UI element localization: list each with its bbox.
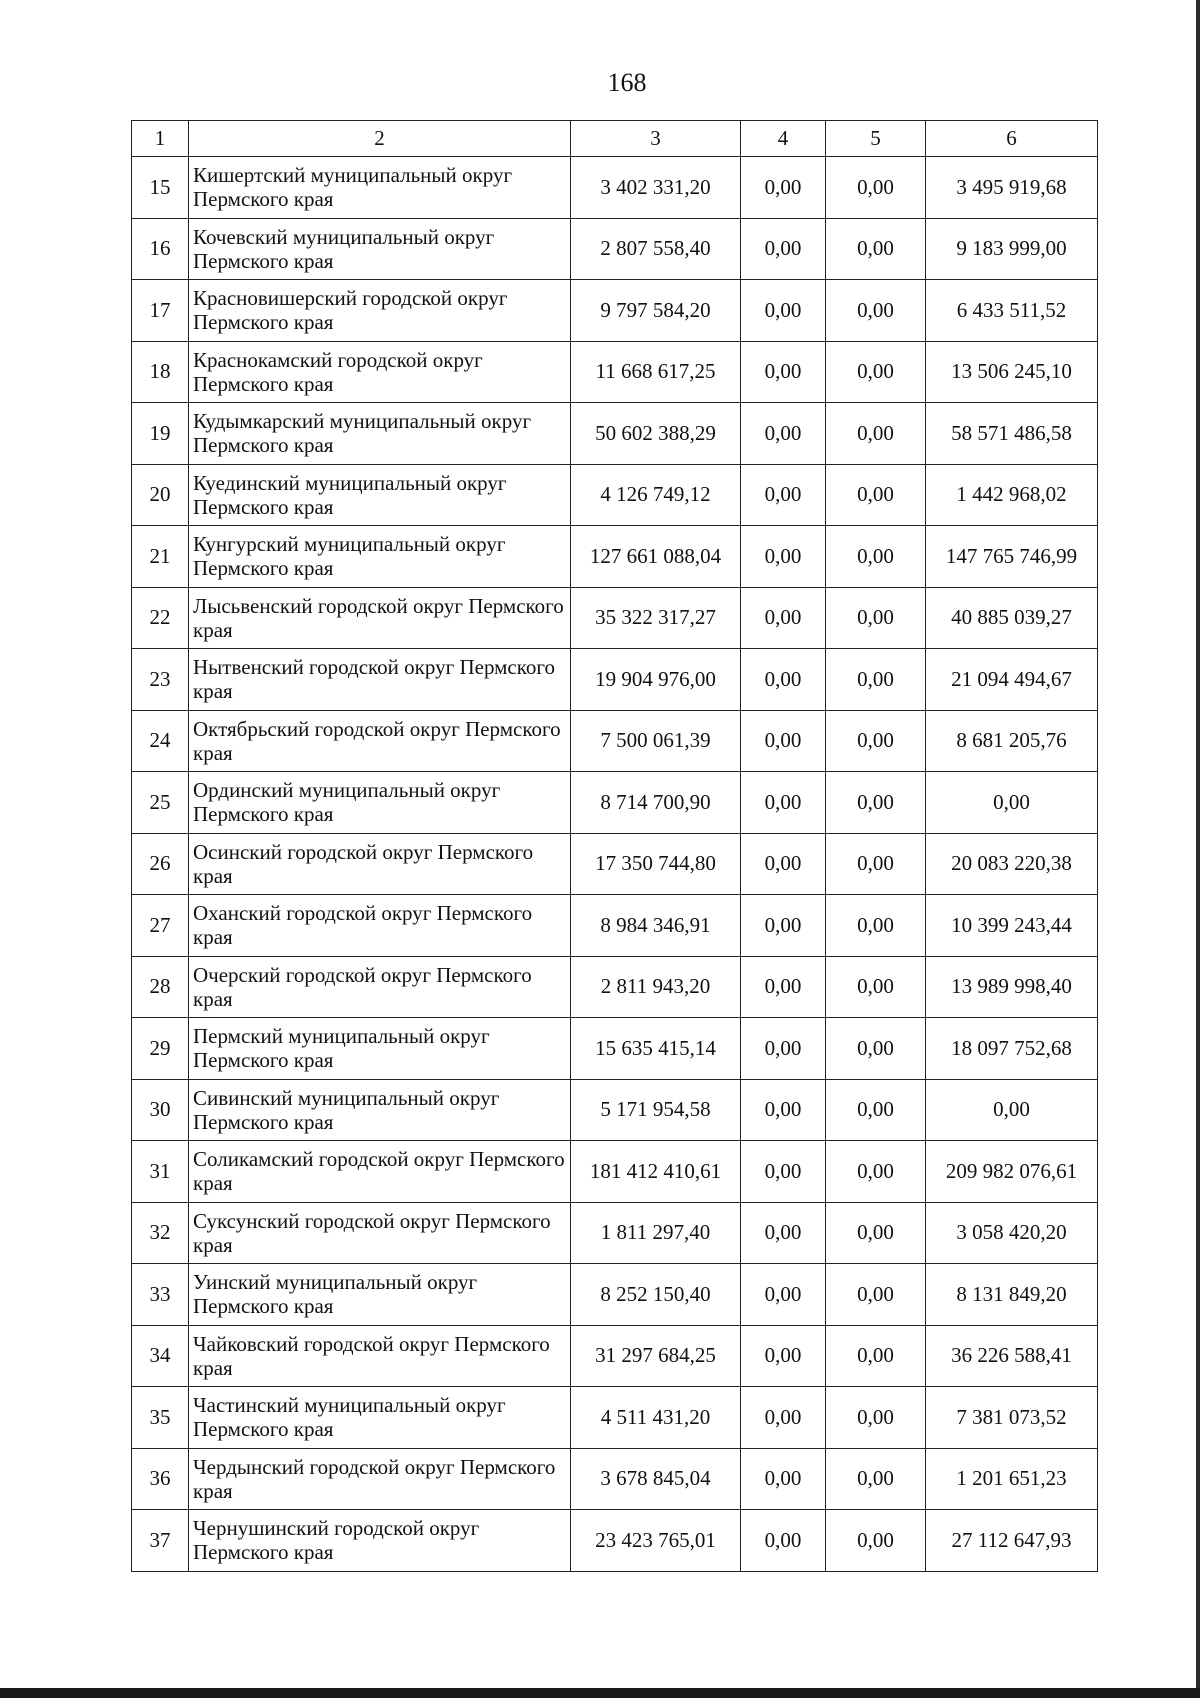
column-4-value-cell: 0,00 <box>741 895 826 957</box>
column-6-value-cell: 8 131 849,20 <box>926 1264 1098 1326</box>
column-6-value-cell: 18 097 752,68 <box>926 1018 1098 1080</box>
table-row <box>132 1264 1098 1326</box>
column-4-value-cell: 0,00 <box>741 1018 826 1080</box>
column-header-4: 4 <box>741 121 826 157</box>
row-number-cell: 36 <box>132 1448 189 1510</box>
column-6-value-cell: 6 433 511,52 <box>926 280 1098 342</box>
column-5-value-cell: 0,00 <box>826 895 926 957</box>
column-5-value-cell: 0,00 <box>826 649 926 711</box>
table-row <box>132 956 1098 1018</box>
row-number-cell: 15 <box>132 157 189 219</box>
row-number-cell: 22 <box>132 587 189 649</box>
table-row <box>132 1510 1098 1572</box>
column-3-value-cell: 3 678 845,04 <box>571 1448 741 1510</box>
column-6-value-cell: 3 058 420,20 <box>926 1202 1098 1264</box>
scan-edge-right <box>1196 0 1200 1698</box>
municipality-name-cell: Нытвенский городской округ Пермского края <box>189 649 571 711</box>
column-4-value-cell: 0,00 <box>741 1510 826 1572</box>
column-4-value-cell: 0,00 <box>741 280 826 342</box>
column-4-value-cell: 0,00 <box>741 1264 826 1326</box>
column-3-value-cell: 8 714 700,90 <box>571 772 741 834</box>
table-row <box>132 895 1098 957</box>
column-6-value-cell: 3 495 919,68 <box>926 157 1098 219</box>
table-row <box>132 341 1098 403</box>
column-3-value-cell: 7 500 061,39 <box>571 710 741 772</box>
municipality-name-cell: Очерский городской округ Пермского края <box>189 956 571 1018</box>
column-4-value-cell: 0,00 <box>741 218 826 280</box>
column-6-value-cell: 10 399 243,44 <box>926 895 1098 957</box>
municipality-name-cell: Уинский муниципальный округ Пермского края <box>189 1264 571 1326</box>
column-5-value-cell: 0,00 <box>826 956 926 1018</box>
column-5-value-cell: 0,00 <box>826 1448 926 1510</box>
row-number-cell: 30 <box>132 1079 189 1141</box>
column-4-value-cell: 0,00 <box>741 1202 826 1264</box>
table-row <box>132 464 1098 526</box>
column-3-value-cell: 35 322 317,27 <box>571 587 741 649</box>
column-4-value-cell: 0,00 <box>741 1387 826 1449</box>
column-3-value-cell: 9 797 584,20 <box>571 280 741 342</box>
column-6-value-cell: 147 765 746,99 <box>926 526 1098 588</box>
column-5-value-cell: 0,00 <box>826 280 926 342</box>
municipality-name-cell: Красновишерский городской округ Пермского края <box>189 280 571 342</box>
municipality-name-cell: Сивинский муниципальный округ Пермского края <box>189 1079 571 1141</box>
municipality-name-cell: Соликамский городской округ Пермского края <box>189 1141 571 1203</box>
row-number-cell: 28 <box>132 956 189 1018</box>
column-5-value-cell: 0,00 <box>826 526 926 588</box>
table-row <box>132 710 1098 772</box>
column-4-value-cell: 0,00 <box>741 1448 826 1510</box>
column-3-value-cell: 8 252 150,40 <box>571 1264 741 1326</box>
column-header-6: 6 <box>926 121 1098 157</box>
column-3-value-cell: 17 350 744,80 <box>571 833 741 895</box>
column-4-value-cell: 0,00 <box>741 1141 826 1203</box>
budget-table <box>131 120 1098 1572</box>
table-row <box>132 218 1098 280</box>
column-5-value-cell: 0,00 <box>826 1387 926 1449</box>
column-3-value-cell: 31 297 684,25 <box>571 1325 741 1387</box>
municipality-name-cell: Суксунский городской округ Пермского края <box>189 1202 571 1264</box>
column-6-value-cell: 20 083 220,38 <box>926 833 1098 895</box>
municipality-name-cell: Лысьвенский городской округ Пермского края <box>189 587 571 649</box>
column-6-value-cell: 13 989 998,40 <box>926 956 1098 1018</box>
municipality-name-cell: Краснокамский городской округ Пермского края <box>189 341 571 403</box>
page-number: 168 <box>607 68 647 97</box>
column-4-value-cell: 0,00 <box>741 341 826 403</box>
column-3-value-cell: 2 807 558,40 <box>571 218 741 280</box>
column-3-value-cell: 15 635 415,14 <box>571 1018 741 1080</box>
column-4-value-cell: 0,00 <box>741 587 826 649</box>
municipality-name-cell: Оханский городской округ Пермского края <box>189 895 571 957</box>
row-number-cell: 21 <box>132 526 189 588</box>
column-4-value-cell: 0,00 <box>741 1325 826 1387</box>
column-5-value-cell: 0,00 <box>826 833 926 895</box>
column-3-value-cell: 3 402 331,20 <box>571 157 741 219</box>
column-6-value-cell: 209 982 076,61 <box>926 1141 1098 1203</box>
row-number-cell: 19 <box>132 403 189 465</box>
table-row <box>132 403 1098 465</box>
table-row <box>132 1202 1098 1264</box>
column-5-value-cell: 0,00 <box>826 403 926 465</box>
row-number-cell: 32 <box>132 1202 189 1264</box>
municipality-name-cell: Осинский городской округ Пермского края <box>189 833 571 895</box>
column-6-value-cell: 58 571 486,58 <box>926 403 1098 465</box>
column-5-value-cell: 0,00 <box>826 157 926 219</box>
municipality-name-cell: Чердынский городской округ Пермского края <box>189 1448 571 1510</box>
column-4-value-cell: 0,00 <box>741 403 826 465</box>
column-3-value-cell: 11 668 617,25 <box>571 341 741 403</box>
row-number-cell: 27 <box>132 895 189 957</box>
municipality-name-cell: Пермский муниципальный округ Пермского края <box>189 1018 571 1080</box>
row-number-cell: 31 <box>132 1141 189 1203</box>
column-5-value-cell: 0,00 <box>826 1264 926 1326</box>
column-header-1: 1 <box>132 121 189 157</box>
column-4-value-cell: 0,00 <box>741 1079 826 1141</box>
column-3-value-cell: 181 412 410,61 <box>571 1141 741 1203</box>
row-number-cell: 18 <box>132 341 189 403</box>
row-number-cell: 34 <box>132 1325 189 1387</box>
table-row <box>132 587 1098 649</box>
column-3-value-cell: 1 811 297,40 <box>571 1202 741 1264</box>
municipality-name-cell: Кунгурский муниципальный округ Пермского края <box>189 526 571 588</box>
column-6-value-cell: 1 201 651,23 <box>926 1448 1098 1510</box>
column-header-2: 2 <box>189 121 571 157</box>
column-5-value-cell: 0,00 <box>826 1141 926 1203</box>
table-body <box>132 157 1098 1572</box>
column-4-value-cell: 0,00 <box>741 956 826 1018</box>
column-5-value-cell: 0,00 <box>826 341 926 403</box>
column-6-value-cell: 36 226 588,41 <box>926 1325 1098 1387</box>
row-number-cell: 23 <box>132 649 189 711</box>
column-3-value-cell: 8 984 346,91 <box>571 895 741 957</box>
column-4-value-cell: 0,00 <box>741 464 826 526</box>
table-row <box>132 1079 1098 1141</box>
table-row <box>132 1018 1098 1080</box>
column-5-value-cell: 0,00 <box>826 1325 926 1387</box>
column-6-value-cell: 7 381 073,52 <box>926 1387 1098 1449</box>
table-row <box>132 280 1098 342</box>
column-header-3: 3 <box>571 121 741 157</box>
municipality-name-cell: Кудымкарский муниципальный округ Пермского края <box>189 403 571 465</box>
column-5-value-cell: 0,00 <box>826 464 926 526</box>
table-row <box>132 1448 1098 1510</box>
municipality-name-cell: Чайковский городской округ Пермского края <box>189 1325 571 1387</box>
municipality-name-cell: Частинский муниципальный округ Пермского края <box>189 1387 571 1449</box>
row-number-cell: 35 <box>132 1387 189 1449</box>
row-number-cell: 29 <box>132 1018 189 1080</box>
column-4-value-cell: 0,00 <box>741 772 826 834</box>
table-row <box>132 649 1098 711</box>
column-header-5: 5 <box>826 121 926 157</box>
column-6-value-cell: 8 681 205,76 <box>926 710 1098 772</box>
column-3-value-cell: 23 423 765,01 <box>571 1510 741 1572</box>
column-4-value-cell: 0,00 <box>741 157 826 219</box>
municipality-name-cell: Ординский муниципальный округ Пермского края <box>189 772 571 834</box>
header-row <box>132 121 1098 157</box>
column-5-value-cell: 0,00 <box>826 1202 926 1264</box>
column-6-value-cell: 40 885 039,27 <box>926 587 1098 649</box>
column-3-value-cell: 2 811 943,20 <box>571 956 741 1018</box>
column-3-value-cell: 127 661 088,04 <box>571 526 741 588</box>
column-5-value-cell: 0,00 <box>826 1079 926 1141</box>
table-row <box>132 1387 1098 1449</box>
municipality-name-cell: Кишертский муниципальный округ Пермского края <box>189 157 571 219</box>
row-number-cell: 25 <box>132 772 189 834</box>
column-3-value-cell: 19 904 976,00 <box>571 649 741 711</box>
table-row <box>132 526 1098 588</box>
column-6-value-cell: 27 112 647,93 <box>926 1510 1098 1572</box>
column-4-value-cell: 0,00 <box>741 649 826 711</box>
table-row <box>132 157 1098 219</box>
table-row <box>132 772 1098 834</box>
column-4-value-cell: 0,00 <box>741 710 826 772</box>
row-number-cell: 37 <box>132 1510 189 1572</box>
municipality-name-cell: Октябрьский городской округ Пермского края <box>189 710 571 772</box>
column-6-value-cell: 0,00 <box>926 1079 1098 1141</box>
table-row <box>132 1141 1098 1203</box>
column-5-value-cell: 0,00 <box>826 772 926 834</box>
municipality-name-cell: Чернушинский городской округ Пермского края <box>189 1510 571 1572</box>
table-row <box>132 833 1098 895</box>
scan-edge-bottom <box>0 1688 1200 1698</box>
column-3-value-cell: 4 511 431,20 <box>571 1387 741 1449</box>
column-6-value-cell: 9 183 999,00 <box>926 218 1098 280</box>
column-5-value-cell: 0,00 <box>826 587 926 649</box>
row-number-cell: 16 <box>132 218 189 280</box>
column-5-value-cell: 0,00 <box>826 1018 926 1080</box>
column-6-value-cell: 0,00 <box>926 772 1098 834</box>
row-number-cell: 20 <box>132 464 189 526</box>
column-3-value-cell: 50 602 388,29 <box>571 403 741 465</box>
municipality-name-cell: Куединский муниципальный округ Пермского края <box>189 464 571 526</box>
row-number-cell: 24 <box>132 710 189 772</box>
column-4-value-cell: 0,00 <box>741 833 826 895</box>
table-row <box>132 1325 1098 1387</box>
row-number-cell: 33 <box>132 1264 189 1326</box>
municipality-name-cell: Кочевский муниципальный округ Пермского края <box>189 218 571 280</box>
column-3-value-cell: 5 171 954,58 <box>571 1079 741 1141</box>
column-5-value-cell: 0,00 <box>826 1510 926 1572</box>
column-6-value-cell: 1 442 968,02 <box>926 464 1098 526</box>
column-6-value-cell: 13 506 245,10 <box>926 341 1098 403</box>
column-5-value-cell: 0,00 <box>826 710 926 772</box>
column-3-value-cell: 4 126 749,12 <box>571 464 741 526</box>
row-number-cell: 26 <box>132 833 189 895</box>
column-4-value-cell: 0,00 <box>741 526 826 588</box>
row-number-cell: 17 <box>132 280 189 342</box>
column-6-value-cell: 21 094 494,67 <box>926 649 1098 711</box>
column-5-value-cell: 0,00 <box>826 218 926 280</box>
